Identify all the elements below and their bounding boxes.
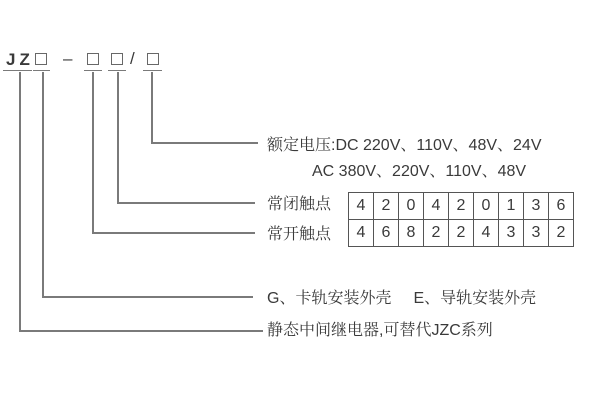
shell-option-e: E、导轨安装外壳 — [413, 290, 537, 307]
table-cell: 2 — [424, 220, 449, 247]
table-cell: 2 — [449, 220, 474, 247]
no-contacts-label: 常开触点 — [267, 226, 332, 243]
series-description: 静态中间继电器,可替代JZC系列 — [267, 322, 493, 339]
voltage-ac-label: AC 380V、220V、110V、48V — [312, 163, 527, 180]
table-cell: 6 — [374, 220, 399, 247]
model-slash: / — [130, 49, 135, 68]
underline-box-no — [84, 70, 102, 71]
table-cell: 8 — [399, 220, 424, 247]
model-box-no-contacts — [87, 53, 99, 65]
table-cell: 3 — [499, 220, 524, 247]
model-prefix: JZ — [6, 50, 34, 69]
table-cell: 2 — [449, 193, 474, 220]
table-cell: 4 — [349, 220, 374, 247]
shell-options-row — [267, 289, 536, 308]
table-cell: 1 — [499, 193, 524, 220]
table-cell: 3 — [524, 220, 549, 247]
leader-line-series-vertical — [19, 72, 21, 331]
leader-line-shell-horizontal — [42, 296, 253, 298]
leader-line-nc-contacts-horizontal — [117, 202, 255, 204]
underline-box-shell — [33, 70, 50, 71]
table-cell: 4 — [349, 193, 374, 220]
model-box-voltage — [147, 53, 159, 65]
underline-box-nc — [108, 70, 126, 71]
leader-line-no-contacts-horizontal — [92, 232, 255, 234]
table-cell: 4 — [474, 220, 499, 247]
leader-line-nc-contacts-vertical — [117, 72, 119, 203]
underline-prefix — [3, 70, 32, 71]
model-box-nc-contacts — [111, 53, 123, 65]
leader-line-no-contacts-vertical — [92, 72, 94, 233]
table-cell: 4 — [424, 193, 449, 220]
underline-box-voltage — [143, 70, 162, 71]
nc-contacts-row — [349, 193, 574, 220]
shell-option-g: G、卡轨安装外壳 — [267, 290, 392, 307]
nc-contacts-label: 常闭触点 — [267, 196, 332, 213]
voltage-dc-label: 额定电压:DC 220V、110V、48V、24V — [267, 137, 542, 154]
table-cell: 2 — [549, 220, 574, 247]
table-cell: 3 — [524, 193, 549, 220]
table-cell: 2 — [374, 193, 399, 220]
leader-line-voltage-horizontal — [151, 142, 258, 144]
contact-combination-table — [348, 192, 574, 247]
no-contacts-row — [349, 220, 574, 247]
table-cell: 6 — [549, 193, 574, 220]
model-dash: – — [63, 49, 73, 68]
table-cell: 0 — [399, 193, 424, 220]
leader-line-series-horizontal — [19, 330, 263, 332]
table-cell: 0 — [474, 193, 499, 220]
leader-line-shell-vertical — [42, 72, 44, 297]
leader-line-voltage-vertical — [151, 72, 153, 143]
model-box-shell — [35, 53, 47, 65]
